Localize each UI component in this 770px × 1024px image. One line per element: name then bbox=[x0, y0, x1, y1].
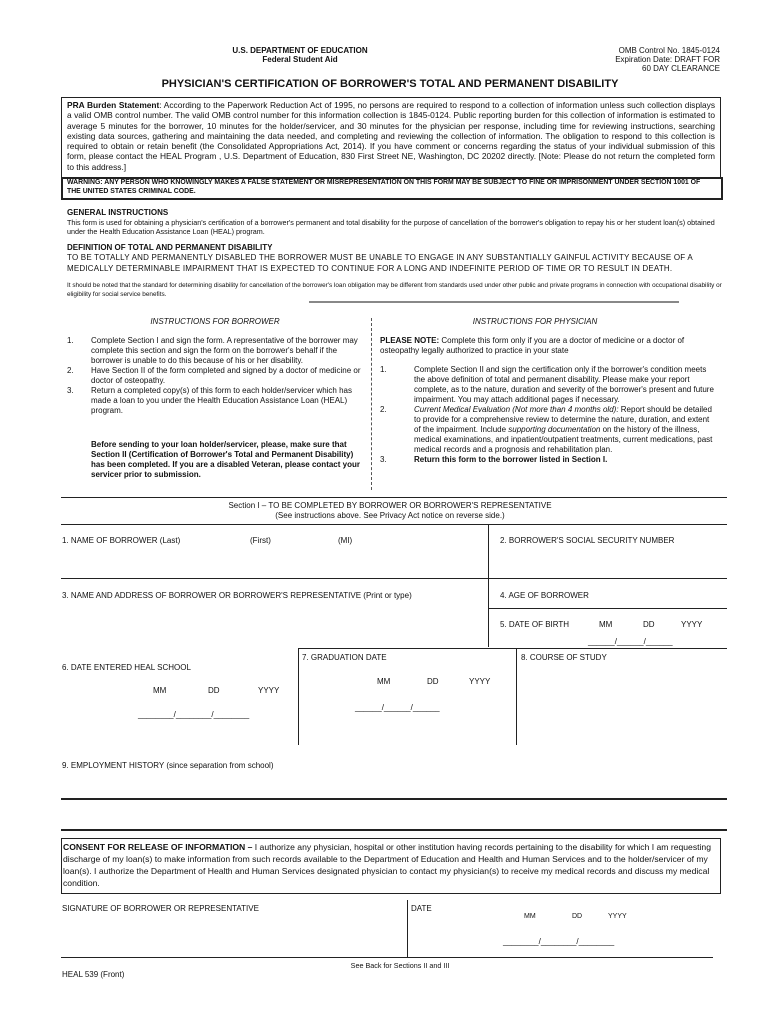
field-divider bbox=[407, 900, 408, 957]
note-text: Complete this form only if you are a doctor of medicine or a doctor of osteopathy legally authorized to practice in your state bbox=[380, 336, 685, 355]
borrower-instr-list bbox=[67, 336, 363, 416]
physician-instr-list bbox=[380, 365, 715, 465]
mi-label: (MI) bbox=[338, 536, 353, 545]
school-dd: DD bbox=[208, 686, 220, 695]
sig-date-input[interactable]: ________/________/________ bbox=[503, 937, 615, 946]
item-text: Return this form to the borrower listed in Section I. bbox=[414, 455, 608, 464]
school-label: 6. DATE ENTERED HEAL SCHOOL bbox=[62, 663, 191, 672]
sig-yyyy: YYYY bbox=[608, 913, 627, 920]
item-number: 3. bbox=[380, 455, 387, 464]
office-name: Federal Student Aid bbox=[262, 55, 338, 64]
course-label: 8. COURSE OF STUDY bbox=[521, 653, 607, 662]
row-rule bbox=[298, 648, 727, 649]
grad-mm: MM bbox=[377, 677, 391, 686]
definition-heading: DEFINITION OF TOTAL AND PERMANENT DISABILITY bbox=[67, 243, 273, 252]
grad-dd: DD bbox=[427, 677, 439, 686]
item-number: 2. bbox=[67, 366, 74, 375]
item-text bbox=[414, 405, 715, 455]
signature-line[interactable] bbox=[61, 957, 713, 958]
italic-text: Current Medical Evaluation (Not more than 4 months old): bbox=[414, 405, 619, 414]
warning-text: WARNING: ANY PERSON WHO KNOWINGLY MAKES A FALSE STATEMENT OR MISREPRESENTATION ON THIS FORM MAY BE SUBJECT TO FINE OR IMPRISONMENT UNDER SECTION 1001 OF THE UNITED STATES CRIMINAL CODE. bbox=[67, 179, 701, 195]
consent-label: CONSENT FOR RELEASE OF INFORMATION – bbox=[63, 842, 253, 852]
item-text: Complete Section I and sign the form. A representative of the borrower may complete this section and sign the form on the borrower's behalf if the borrower is unable to do this because of his or her disability. bbox=[91, 336, 358, 365]
physician-instr-heading: INSTRUCTIONS FOR PHYSICIAN bbox=[472, 317, 598, 326]
dob-input[interactable]: ______/______/______ bbox=[588, 637, 673, 646]
clearance-note: 60 DAY CLEARANCE bbox=[642, 64, 720, 73]
dob-mm: MM bbox=[599, 620, 613, 629]
date-label: DATE bbox=[411, 904, 432, 913]
item-number: 2. bbox=[380, 405, 387, 414]
column-divider bbox=[371, 318, 372, 490]
item-text: Complete Section II and sign the certification only if the borrower's condition meets the above definition of total and permanent disability. Please make your report complete, as to the nature, duration and severity of the borrower's present and future impairment. You may attach additional pages if necessary. bbox=[414, 365, 714, 404]
back-note: See Back for Sections II and III bbox=[350, 961, 450, 970]
field-divider bbox=[516, 648, 517, 745]
school-yyyy: YYYY bbox=[258, 686, 280, 695]
list-item bbox=[380, 365, 715, 405]
general-heading: GENERAL INSTRUCTIONS bbox=[67, 208, 169, 217]
borrower-bold-note: Before sending to your loan holder/servicer, please, make sure that Section II (Certification of Borrower's Total and Permanent Disability) has been completed. If you are a disabled Veteran, please contact your servicer prior to submission. bbox=[91, 440, 360, 479]
dob-label: 5. DATE OF BIRTH bbox=[500, 620, 570, 629]
omb-control: OMB Control No. 1845-0124 bbox=[618, 46, 720, 55]
expiration-date: Expiration Date: DRAFT FOR bbox=[615, 55, 720, 64]
consent-body: I authorize any physician, hospital or other institution having records pertaining to the disability for which I am requesting discharge of my loan(s) to make information from such records available to the Department of Education and Health and Human Services and to the holder/servicer of my loan(s). I authorize the Department of Health and Human Services designated physician to contact my physician(s) to receive my medical records and discuss my medical condition. bbox=[63, 842, 711, 888]
text-part: Report should be detailed to provide for a comprehensive review to determine the nature, duration, and extent of the impairment. Include bbox=[414, 405, 712, 434]
burden-label: PRA Burden Statement bbox=[67, 100, 160, 110]
burden-text: : According to the Paperwork Reduction Act of 1995, no persons are required to respond to a collection of information unless such collection displays a valid OMB control number. The valid OMB control number for this information collection is 1845-0124. Public reporting burden for this collection of information is estimated to average 5 minutes for the borrower, 10 minutes for the holder/servicer, and 30 minutes for the physician per response, including time for reviewing instructions, searching existing data sources, gathering and maintaining the data needed, and completing and reviewing the collection of information. The obligation to respond to this collection is required to obtain or retain benefit (the Consolidated Appropriations Act, 2014). If you have comment or concerns regarding the status of your individual submission of this form, please contact the HEAL Program , U.S. Department of Education, 830 First Street NE, Washington, DC 20202 directly. [Note: Please do not return the completed form to this address.] bbox=[67, 100, 716, 172]
item-number: 1. bbox=[380, 365, 387, 374]
text-part: on the history of the illness, medical examinations, and inpatient/outpatient treatments, current medications, past medical records and a prognosis and rehabilitation plan. bbox=[414, 425, 713, 454]
section-top-rule bbox=[61, 497, 727, 498]
consent-text bbox=[63, 841, 719, 889]
section1-title: Section I – TO BE COMPLETED BY BORROWER OR BORROWER'S REPRESENTATIVE bbox=[228, 501, 552, 510]
divider bbox=[309, 301, 679, 303]
field-divider bbox=[298, 648, 299, 745]
grad-label: 7. GRADUATION DATE bbox=[302, 653, 387, 662]
age-label: 4. AGE OF BORROWER bbox=[500, 591, 589, 600]
general-text: This form is used for obtaining a physician's certification of a borrower's permanent and total disability for the purpose of cancellation of the borrower's obligation to repay his or her student loan(s) obtained under the Health Education Assistance Loan (HEAL) program. bbox=[67, 218, 715, 236]
item-number: 3. bbox=[67, 386, 74, 395]
definition-note: It should be noted that the standard for determining disability for cancellation of the borrower's loan obligation may be different from standards used under other public and private programs in connection with occupational disability or eligibility for social service benefits. bbox=[67, 282, 722, 298]
section1-subtitle: (See instructions above. See Privacy Act notice on reverse side.) bbox=[275, 511, 505, 520]
employment-line[interactable] bbox=[61, 798, 727, 800]
list-item bbox=[380, 455, 715, 465]
row-rule bbox=[61, 578, 727, 579]
definition-text: TO BE TOTALLY AND PERMANENTLY DISABLED THE BORROWER MUST BE UNABLE TO ENGAGE IN ANY SUBSTANTIALLY GAINFUL ACTIVITY BECAUSE OF A MEDICALLY DETERMINABLE IMPAIRMENT THAT IS EXPECTED TO CONTINUE FOR A LONG AND INDEFINITE PERIOD OF TIME OR TO RESULT IN DEATH. bbox=[67, 253, 693, 273]
address-label: 3. NAME AND ADDRESS OF BORROWER OR BORROWER'S REPRESENTATIVE (Print or type) bbox=[62, 591, 412, 600]
sig-mm: MM bbox=[524, 913, 536, 920]
employment-line[interactable] bbox=[61, 829, 727, 831]
list-item bbox=[67, 386, 363, 416]
school-mm: MM bbox=[153, 686, 167, 695]
form-id: HEAL 539 (Front) bbox=[62, 970, 125, 979]
row-rule bbox=[488, 608, 727, 609]
borrower-instr-heading: INSTRUCTIONS FOR BORROWER bbox=[150, 317, 280, 326]
item-number: 1. bbox=[67, 336, 74, 345]
list-item bbox=[67, 336, 363, 366]
section-rule bbox=[61, 524, 727, 525]
burden-statement bbox=[67, 100, 715, 172]
grad-date-input[interactable]: ______/______/______ bbox=[355, 703, 440, 712]
list-item bbox=[67, 366, 363, 386]
field-divider bbox=[488, 524, 489, 579]
field-divider bbox=[488, 578, 489, 647]
italic-text: supporting documentation bbox=[508, 425, 601, 434]
employment-label: 9. EMPLOYMENT HISTORY (since separation from school) bbox=[62, 761, 274, 770]
physician-note bbox=[380, 336, 715, 356]
name-label: 1. NAME OF BORROWER (Last) bbox=[62, 536, 181, 545]
signature-label: SIGNATURE OF BORROWER OR REPRESENTATIVE bbox=[62, 904, 259, 913]
page-title: PHYSICIAN'S CERTIFICATION OF BORROWER'S TOTAL AND PERMANENT DISABILITY bbox=[161, 78, 619, 90]
school-date-input[interactable]: ________/________/________ bbox=[138, 710, 250, 719]
ssn-label: 2. BORROWER'S SOCIAL SECURITY NUMBER bbox=[500, 536, 675, 545]
first-label: (First) bbox=[250, 536, 271, 545]
dob-yyyy: YYYY bbox=[681, 620, 703, 629]
note-label: PLEASE NOTE: bbox=[380, 336, 440, 345]
list-item bbox=[380, 405, 715, 455]
grad-yyyy: YYYY bbox=[469, 677, 491, 686]
agency-name: U.S. DEPARTMENT OF EDUCATION bbox=[232, 46, 368, 55]
item-text: Return a completed copy(s) of this form to each holder/servicer which has made a loan to you under the Health Education Assistance Loan (HEAL) program. bbox=[91, 386, 353, 415]
sig-dd: DD bbox=[572, 913, 583, 920]
dob-dd: DD bbox=[643, 620, 655, 629]
item-text: Have Section II of the form completed and signed by a doctor of medicine or doctor of osteopathy. bbox=[91, 366, 361, 385]
